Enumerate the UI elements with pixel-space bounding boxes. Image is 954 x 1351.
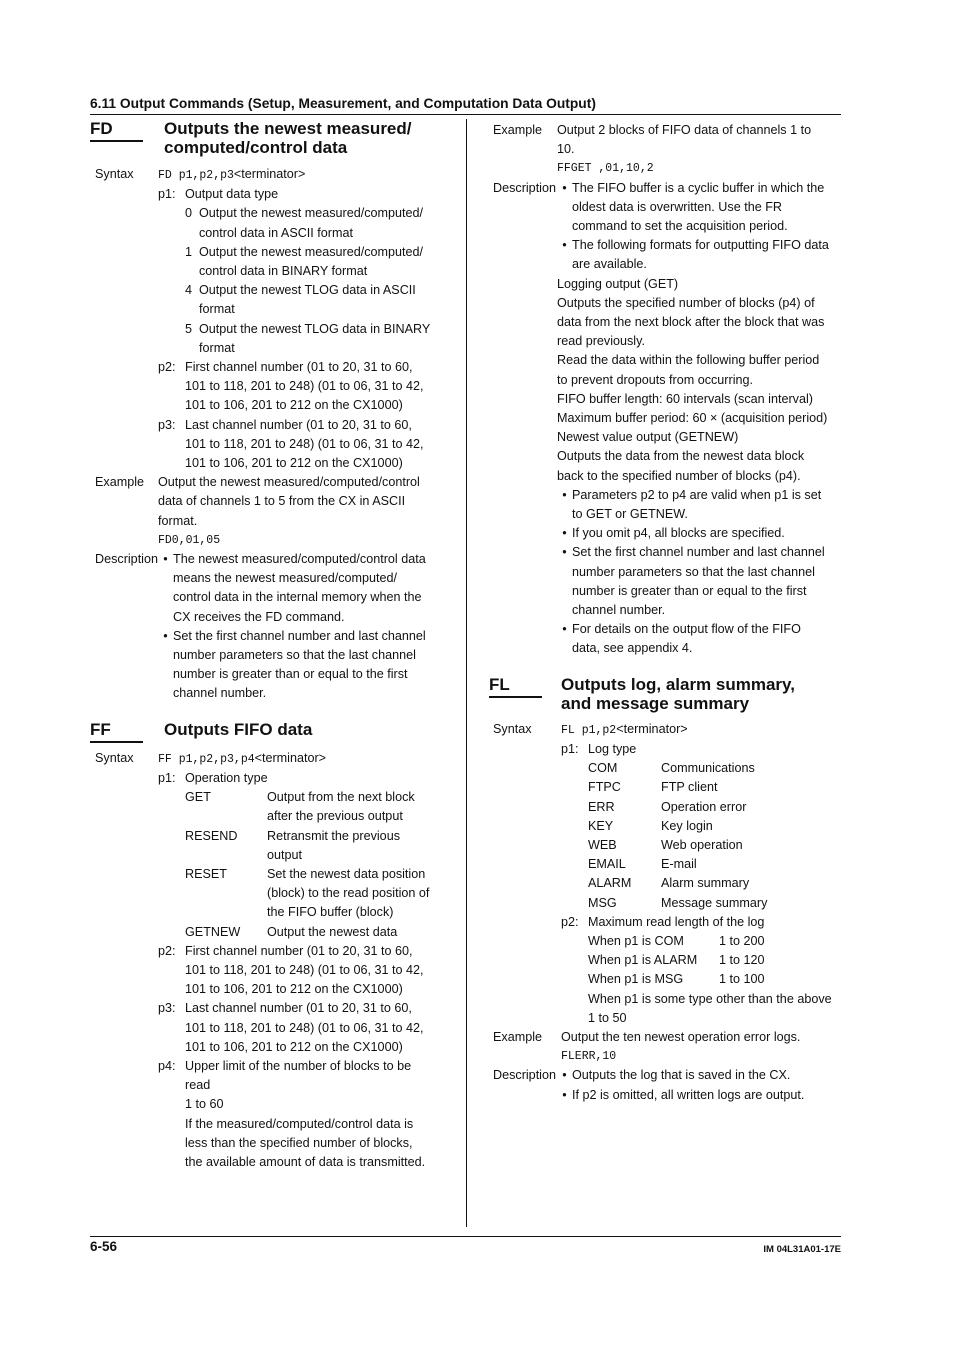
ff-p4-text: read — [185, 1078, 211, 1093]
fd-p1-option — [158, 243, 450, 281]
fd-syntax-terminator: <terminator> — [233, 167, 306, 181]
fl-type-key: ERR — [588, 799, 615, 814]
fd-title-line1: Outputs the newest measured/ — [164, 119, 412, 138]
fl-description — [489, 1066, 844, 1104]
fd-p1-option-number: 1 — [185, 244, 193, 259]
fl-type-value: Web operation — [661, 837, 743, 852]
fl-type — [561, 798, 844, 817]
fd-p1-option-text: control data in BINARY format — [199, 264, 368, 279]
fl-type — [561, 874, 844, 893]
fd-p1-option — [158, 204, 450, 242]
ff-desc-text: are available. — [572, 257, 647, 272]
ff-p2-label: p2: — [158, 943, 176, 958]
bullet-glyph: • — [562, 1087, 567, 1102]
fl-desc-bullet — [557, 1066, 844, 1085]
ff-desc-text: number parameters so that the last channel — [572, 564, 815, 579]
ff-p3-text: 101 to 118, 201 to 248) (01 to 06, 31 to 42, — [185, 1020, 424, 1035]
fd-code: FD — [90, 119, 143, 142]
ff-desc-text: oldest data is overwritten. Use the FR — [572, 199, 782, 214]
bullet-glyph: • — [562, 238, 567, 253]
page-number: 6-56 — [90, 1239, 118, 1254]
ff-desc-text: channel number. — [572, 603, 666, 618]
fl-description-label: Description — [493, 1068, 556, 1083]
ff-desc-text: Outputs the data from the newest data block — [557, 449, 805, 464]
ff-desc-text: Read the data within the following buffer period — [557, 353, 820, 368]
bullet-glyph: • — [562, 1068, 567, 1083]
fl-length-value: 1 to 100 — [719, 972, 765, 987]
fd-p1-option-text: Output the newest TLOG data in BINARY — [199, 321, 431, 336]
top-rule — [90, 114, 841, 115]
fl-type-value: E-mail — [661, 857, 697, 872]
ff-example-label: Example — [493, 123, 542, 137]
ff-desc-text: For details on the output flow of the FIFO — [572, 622, 801, 637]
ff-desc-text: Maximum buffer period: 60 × (acquisition period) — [557, 411, 828, 426]
ff-p3-text: 101 to 106, 201 to 212 on the CX1000) — [185, 1039, 403, 1054]
fl-syntax — [489, 720, 844, 1028]
fl-type-key: COM — [588, 761, 618, 776]
ff-p4-label: p4: — [158, 1058, 176, 1073]
ff-p3 — [158, 999, 450, 1057]
bullet-glyph: • — [562, 180, 567, 195]
fl-heading — [489, 675, 844, 713]
ff-p3-label: p3: — [158, 1001, 176, 1016]
ff-desc-text: Set the first channel number and last channel — [572, 545, 825, 560]
column-divider — [466, 119, 467, 1227]
ff-op-text: the FIFO buffer (block) — [267, 905, 394, 920]
section-title: 6.11 Output Commands (Setup, Measurement, and Computation Data Output) — [90, 96, 596, 111]
ff-p2-text: First channel number (01 to 20, 31 to 60, — [185, 943, 413, 958]
fd-heading — [90, 119, 450, 157]
fd-desc-bullet — [158, 627, 450, 704]
ff-desc-text: If you omit p4, all blocks are specified. — [572, 526, 785, 541]
fl-p1-label: p1: — [561, 741, 579, 756]
ff-op — [158, 827, 450, 865]
ff-syntax-label: Syntax — [95, 750, 134, 765]
ff-desc-text: back to the specified number of blocks (p4). — [557, 468, 801, 483]
fd-p1-option-text: format — [199, 302, 235, 317]
ff-desc-bullet — [557, 236, 844, 274]
fl-syntax-command: FL p1,p2 — [561, 723, 617, 737]
bullet-glyph: • — [163, 628, 168, 643]
ff-desc-text: data, see appendix 4. — [572, 641, 693, 656]
fd-example — [90, 473, 450, 550]
fl-type-key: EMAIL — [588, 857, 626, 872]
ff-desc-bullet — [557, 524, 844, 543]
ff-desc-text: to GET or GETNEW. — [572, 507, 688, 522]
ff-op-text: (block) to the read position of — [267, 886, 430, 901]
fl-desc-bullet — [557, 1086, 844, 1105]
ff-p1 — [158, 769, 450, 788]
fl-syntax-label: Syntax — [493, 721, 532, 736]
fl-type-key: WEB — [588, 837, 617, 852]
bullet-glyph: • — [562, 526, 567, 541]
fl-p1-desc: Log type — [588, 741, 637, 756]
fl-desc-text: Outputs the log that is saved in the CX. — [572, 1068, 791, 1083]
fl-example-code: FLERR,10 — [561, 1050, 617, 1064]
fl-p1 — [561, 740, 844, 759]
ff-op-key: RESEND — [185, 828, 238, 843]
ff-p2-text: 101 to 118, 201 to 248) (01 to 06, 31 to 42, — [185, 962, 424, 977]
fd-desc-text: number parameters so that the last channel — [173, 648, 416, 663]
fd-syntax — [90, 165, 450, 473]
ff-example-text: Output 2 blocks of FIFO data of channels 1 to — [557, 123, 812, 137]
fl-type — [561, 778, 844, 797]
ff-p4 — [158, 1057, 450, 1172]
fl-example — [489, 1028, 844, 1066]
fd-title — [164, 119, 412, 157]
fl-length-other: When p1 is some type other than the above — [588, 991, 832, 1006]
fl-length-key: When p1 is COM — [588, 933, 684, 948]
ff-op-key: GETNEW — [185, 924, 241, 939]
ff-code: FF — [90, 720, 143, 743]
fl-syntax-terminator: <terminator> — [616, 721, 688, 736]
fd-desc-text: means the newest measured/computed/ — [173, 571, 398, 586]
fd-p1-option-text: Output the newest measured/computed/ — [199, 244, 424, 259]
fd-syntax-command: FD p1,p2,p3 — [158, 169, 234, 182]
ff-desc-text: command to set the acquisition period. — [572, 219, 788, 234]
fd-p2 — [158, 358, 450, 416]
fl-type — [561, 855, 844, 874]
fd-p2-text: 101 to 106, 201 to 212 on the CX1000) — [185, 398, 403, 413]
ff-desc-bullet — [557, 179, 844, 237]
ff-p2 — [158, 942, 450, 1000]
bullet-glyph: • — [562, 545, 567, 560]
ff-p2-text: 101 to 106, 201 to 212 on the CX1000) — [185, 982, 403, 997]
ff-example — [489, 121, 844, 179]
ff-example-code: FFGET ,01,10,2 — [557, 162, 654, 176]
fd-description-label: Description — [95, 552, 158, 567]
document-id: IM 04L31A01-17E — [763, 1244, 841, 1255]
fd-example-label: Example — [95, 475, 144, 490]
ff-example-text: 10. — [557, 142, 575, 157]
fl-length-other-range: 1 to 50 — [588, 1010, 627, 1025]
ff-op-text: output — [267, 847, 303, 862]
bullet-glyph: • — [163, 552, 168, 567]
fd-syntax-label: Syntax — [95, 167, 134, 181]
fd-title-line2: computed/control data — [164, 138, 348, 157]
ff-desc-bullet — [557, 486, 844, 524]
fd-desc-text: The newest measured/computed/control data — [173, 552, 426, 567]
fl-type-value: Key login — [661, 818, 713, 833]
ff-op-text: Output the newest data — [267, 924, 398, 939]
ff-p4-text: Upper limit of the number of blocks to be — [185, 1058, 412, 1073]
fd-p1-option-text: Output the newest TLOG data in ASCII — [199, 283, 416, 298]
ff-desc-bullet — [557, 620, 844, 658]
fl-example-label: Example — [493, 1029, 542, 1044]
fd-p1-label: p1: — [158, 187, 176, 202]
ff-desc-text: The following formats for outputting FIFO data — [572, 238, 829, 253]
ff-description-label: Description — [493, 180, 556, 195]
fd-desc-text: channel number. — [173, 686, 267, 701]
fd-desc-text: CX receives the FD command. — [173, 609, 345, 624]
fd-p1-option-text: format — [199, 340, 235, 355]
fd-p2-label: p2: — [158, 360, 176, 375]
fl-type-value: FTP client — [661, 780, 718, 795]
fl-p2 — [561, 913, 844, 932]
ff-syntax — [90, 749, 450, 1172]
fd-desc-text: number is greater than or equal to the first — [173, 667, 408, 682]
fl-type-value: Message summary — [661, 895, 768, 910]
fd-p1 — [158, 185, 450, 204]
fd-example-text: data of channels 1 to 5 from the CX in ASCII — [158, 494, 406, 509]
fd-p1-option-text: Output the newest measured/computed/ — [199, 206, 424, 221]
fl-p2-label: p2: — [561, 914, 579, 929]
fd-p3-text: 101 to 118, 201 to 248) (01 to 06, 31 to 42, — [185, 436, 424, 451]
fd-example-code: FD0,01,05 — [158, 533, 221, 547]
fd-p3-label: p3: — [158, 417, 176, 432]
fl-length-value: 1 to 200 — [719, 933, 765, 948]
fd-p3 — [158, 416, 450, 474]
fl-type — [561, 836, 844, 855]
fl-type-value: Communications — [661, 761, 755, 776]
ff-desc-text: Outputs the specified number of blocks (p4) of — [557, 295, 815, 310]
fd-p1-option-text: control data in ASCII format — [199, 225, 353, 240]
ff-desc-bullet — [557, 543, 844, 620]
fl-title-line2: and message summary — [561, 693, 750, 713]
fd-p3-text: 101 to 106, 201 to 212 on the CX1000) — [185, 456, 403, 471]
ff-p4-note: the available amount of data is transmitted. — [185, 1154, 426, 1169]
left-column — [90, 119, 450, 1172]
fd-p2-text: First channel number (01 to 20, 31 to 60, — [185, 360, 413, 375]
fd-example-text: format. — [158, 513, 198, 528]
right-column — [489, 121, 844, 1105]
fd-p1-option-number: 0 — [185, 206, 193, 221]
ff-p4-note: If the measured/computed/control data is — [185, 1116, 414, 1131]
ff-desc-text: read previously. — [557, 334, 645, 349]
ff-op-key: RESET — [185, 866, 227, 881]
fd-desc-bullet — [158, 550, 450, 627]
ff-p1-desc: Operation type — [185, 770, 268, 785]
ff-op-text: Retransmit the previous — [267, 828, 400, 843]
fl-type-value: Alarm summary — [661, 876, 750, 891]
fd-p1-desc: Output data type — [185, 187, 279, 202]
ff-op-key: GET — [185, 790, 211, 805]
ff-desc-text: Parameters p2 to p4 are valid when p1 is set — [572, 487, 822, 502]
ff-desc-text: FIFO buffer length: 60 intervals (scan interval) — [557, 391, 813, 406]
bottom-rule — [90, 1236, 841, 1237]
fl-code: FL — [489, 675, 542, 698]
fl-type-key: KEY — [588, 818, 614, 833]
ff-p4-range: 1 to 60 — [185, 1097, 224, 1112]
ff-op — [158, 865, 450, 923]
fl-length — [561, 951, 844, 970]
ff-syntax-command: FF p1,p2,p3,p4 — [158, 752, 255, 766]
ff-desc-text: The FIFO buffer is a cyclic buffer in which the — [572, 180, 825, 195]
fl-type — [561, 894, 844, 913]
fd-p1-option — [158, 281, 450, 319]
ff-desc-text: Logging output (GET) — [557, 276, 679, 291]
ff-desc-text: number is greater than or equal to the first — [572, 583, 807, 598]
ff-op — [158, 788, 450, 826]
ff-heading — [90, 720, 450, 743]
ff-description — [489, 179, 844, 659]
fl-type-key: MSG — [588, 895, 617, 910]
ff-title: Outputs FIFO data — [164, 719, 313, 739]
ff-syntax-terminator: <terminator> — [254, 750, 327, 765]
fd-p1-option-number: 5 — [185, 321, 193, 336]
ff-op-text: after the previous output — [267, 809, 403, 824]
ff-op-text: Set the newest data position — [267, 866, 426, 881]
fl-length — [561, 932, 844, 951]
fl-type — [561, 759, 844, 778]
fd-desc-text: control data in the internal memory when the — [173, 590, 422, 605]
fd-p1-option-number: 4 — [185, 283, 193, 298]
fl-length-value: 1 to 120 — [719, 953, 765, 968]
fd-p2-text: 101 to 118, 201 to 248) (01 to 06, 31 to 42, — [185, 379, 424, 394]
fl-desc-text: If p2 is omitted, all written logs are output. — [572, 1087, 805, 1102]
fl-type-key: FTPC — [588, 780, 621, 795]
ff-desc-text: Newest value output (GETNEW) — [557, 430, 739, 445]
bullet-glyph: • — [562, 487, 567, 502]
ff-desc-text: data from the next block after the block that was — [557, 315, 825, 330]
fl-title-line1: Outputs log, alarm summary, — [561, 674, 795, 694]
ff-p4-note: less than the specified number of blocks, — [185, 1135, 413, 1150]
fl-title — [561, 675, 795, 713]
fd-p1-option — [158, 320, 450, 358]
fl-type-key: ALARM — [588, 876, 632, 891]
fd-description — [90, 550, 450, 704]
fl-type-value: Operation error — [661, 799, 747, 814]
fd-p3-text: Last channel number (01 to 20, 31 to 60, — [185, 417, 412, 432]
ff-op — [158, 923, 450, 942]
ff-op-text: Output from the next block — [267, 790, 415, 805]
fd-example-text: Output the newest measured/computed/control — [158, 475, 420, 490]
fl-example-text: Output the ten newest operation error logs. — [561, 1029, 801, 1044]
fl-type — [561, 817, 844, 836]
ff-desc-text: to prevent dropouts from occurring. — [557, 372, 753, 387]
ff-p1-label: p1: — [158, 770, 176, 785]
fl-length — [561, 970, 844, 989]
fl-p2-desc: Maximum read length of the log — [588, 914, 765, 929]
fl-length-key: When p1 is ALARM — [588, 953, 698, 968]
fd-desc-text: Set the first channel number and last channel — [173, 628, 426, 643]
bullet-glyph: • — [562, 622, 567, 637]
fl-length-key: When p1 is MSG — [588, 972, 684, 987]
ff-p3-text: Last channel number (01 to 20, 31 to 60, — [185, 1001, 412, 1016]
